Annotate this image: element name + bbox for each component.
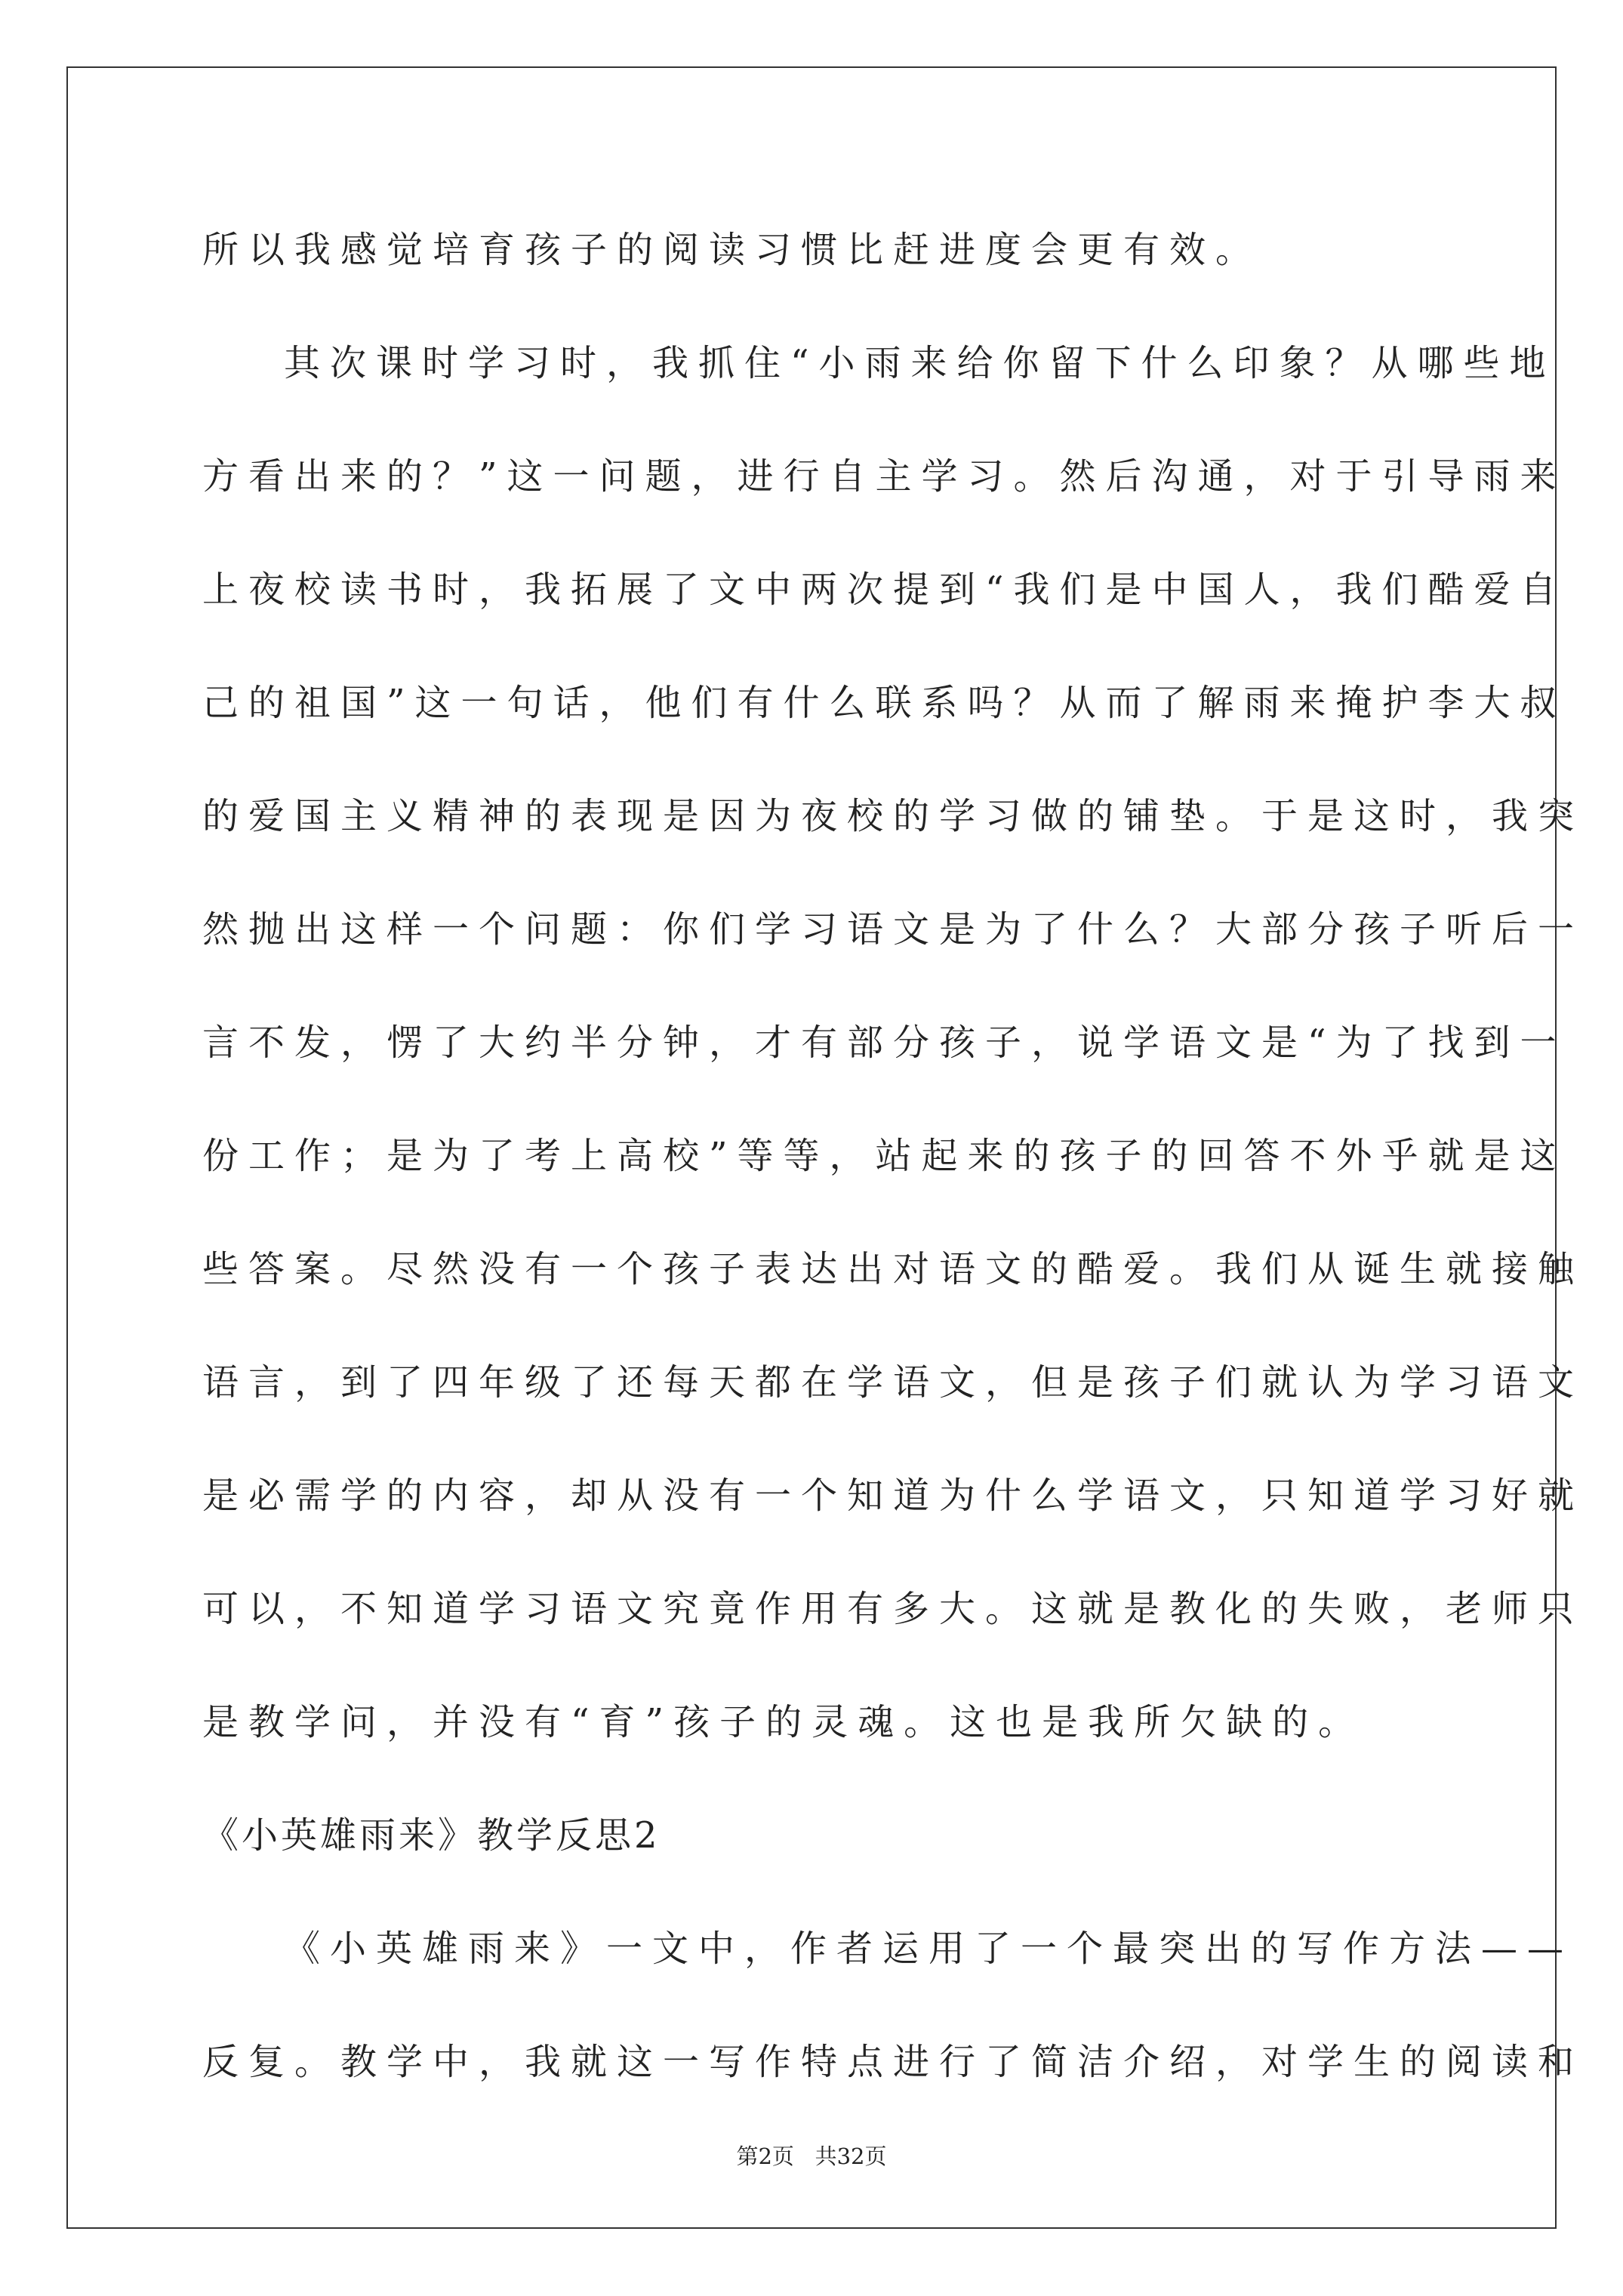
body-line: 反复。教学中，我就这一写作特点进行了简洁介绍，对学生的阅读和	[202, 2041, 1585, 2083]
body-line: 《小英雄雨来》一文中，作者运用了一个最突出的写作方法——	[284, 1928, 1574, 1970]
body-line: 的爱国主义精神的表现是因为夜校的学习做的铺垫。于是这时，我突	[202, 795, 1585, 837]
body-line: 方看出来的？”这一问题，进行自主学习。然后沟通，对于引导雨来	[202, 455, 1566, 498]
body-line: 可以，不知道学习语文究竟作用有多大。这就是教化的失败，老师只	[202, 1588, 1585, 1630]
body-line: 所以我感觉培育孩子的阅读习惯比赶进度会更有效。	[202, 229, 1262, 271]
body-line: 其次课时学习时，我抓住“小雨来给你留下什么印象？从哪些地	[284, 342, 1556, 384]
page-footer: 第2页 共32页	[736, 2143, 887, 2169]
section-heading: 《小英雄雨来》教学反思2	[202, 1814, 661, 1857]
body-line: 是教学问，并没有“育”孩子的灵魂。这也是我所欠缺的。	[202, 1701, 1365, 1743]
body-line: 然抛出这样一个问题：你们学习语文是为了什么？大部分孩子听后一	[202, 908, 1585, 951]
body-line: 是必需学的内容，却从没有一个知道为什么学语文，只知道学习好就	[202, 1475, 1585, 1517]
body-line: 些答案。尽然没有一个孩子表达出对语文的酷爱。我们从诞生就接触	[202, 1248, 1585, 1290]
body-line: 言不发，愣了大约半分钟，才有部分孩子，说学语文是“为了找到一	[202, 1022, 1566, 1064]
body-line: 上夜校读书时，我拓展了文中两次提到“我们是中国人，我们酷爱自	[202, 569, 1566, 611]
body-line: 份工作；是为了考上高校”等等，站起来的孩子的回答不外乎就是这	[202, 1135, 1566, 1177]
body-line: 语言，到了四年级了还每天都在学语文，但是孩子们就认为学习语文	[202, 1361, 1585, 1404]
body-line: 己的祖国”这一句话，他们有什么联系吗？从而了解雨来掩护李大叔	[202, 682, 1566, 724]
